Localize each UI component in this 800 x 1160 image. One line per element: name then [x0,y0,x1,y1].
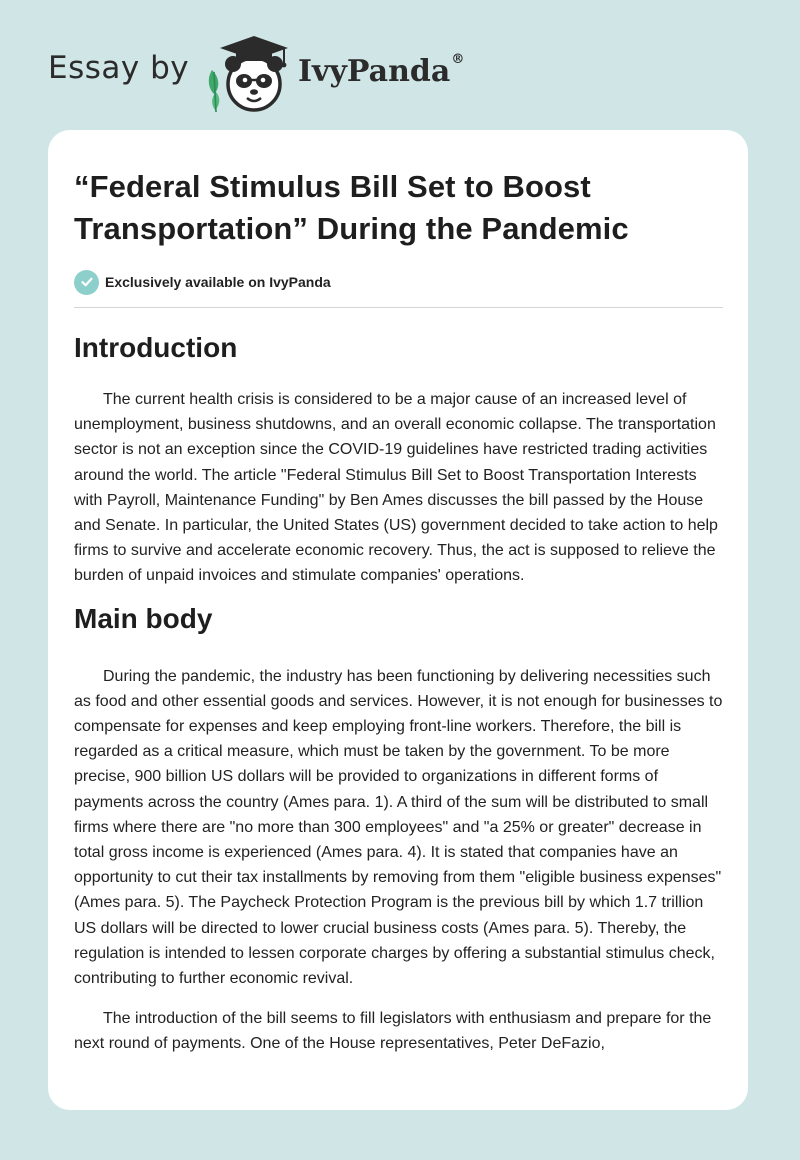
page-title [74,166,723,250]
paragraph: The current health crisis is considered to be a major cause of an increased level of unemployment, business shutdowns, and an overall economic collapse. The transportation sector is not an exception since the COVID-19 guidelines have restricted trading activities around the world. The article "Federal Stimulus Bill Set to Boost Transportation Interests with Payroll, Maintenance Funding" by Ben Ames discusses the bill passed by the House and Senate. In particular, the United States (US) government decided to take action to help firms to survive and accelerate economic recovery. Thus, the act is supposed to relieve the burden of unpaid invoices and stimulate companies' operations. [74,391,718,585]
brand-name[interactable] [298,54,464,89]
paragraph: The introduction of the bill seems to fill legislators with enthusiasm and prepare for the next round of payments. One of the House representatives, Peter DeFazio, [74,1010,712,1053]
essay-by-label: Essay by [48,50,190,86]
check-circle-icon [74,270,99,295]
essay-content [74,166,723,1057]
site-header [48,30,548,120]
exclusive-badge [74,269,723,295]
ivy-leaf-icon [209,70,219,112]
registered-mark: ® [451,52,465,67]
paragraph: During the pandemic, the industry has been functioning by delivering necessities such as food and other essential goods and services. However, it is not enough for businesses to compensate for expenses and keep employing front-line workers. Therefore, the bill is regarded as a critical measure, which must be taken by the government. To be more precise, 900 billion US dollars will be provided to organizations in different forms of payments across the country (Ames para. 1). A third of the sum will be distributed to small firms where there are "no more than 300 employees" and "a 25% or greater" decrease in total gross income is experienced (Ames para. 4). It is stated that companies have an opportunity to cut their tax installments by removing from them "eligible business expenses" (Ames para. 5). The Paycheck Protection Program is the previous bill by which 1.7 trillion US dollars will be directed to lower crucial business costs (Ames para. 5). Thereby, the regulation is intended to lessen corporate charges by offering a substantial stimulus check, contributing to further economic revival. [74,667,723,988]
panda-logo-icon[interactable] [202,32,294,114]
page-title-line-2: Transportation” During the Pandemic [74,211,629,246]
divider [74,307,723,308]
brand-text: IvyPanda [298,54,451,89]
section-heading-main-body: Main body [74,602,213,634]
exclusive-label: Exclusively available on IvyPanda [105,274,331,290]
page-title-line-1: “Federal Stimulus Bill Set to Boost [74,169,591,204]
essay-card [48,130,748,1110]
section-heading-introduction: Introduction [74,332,238,363]
